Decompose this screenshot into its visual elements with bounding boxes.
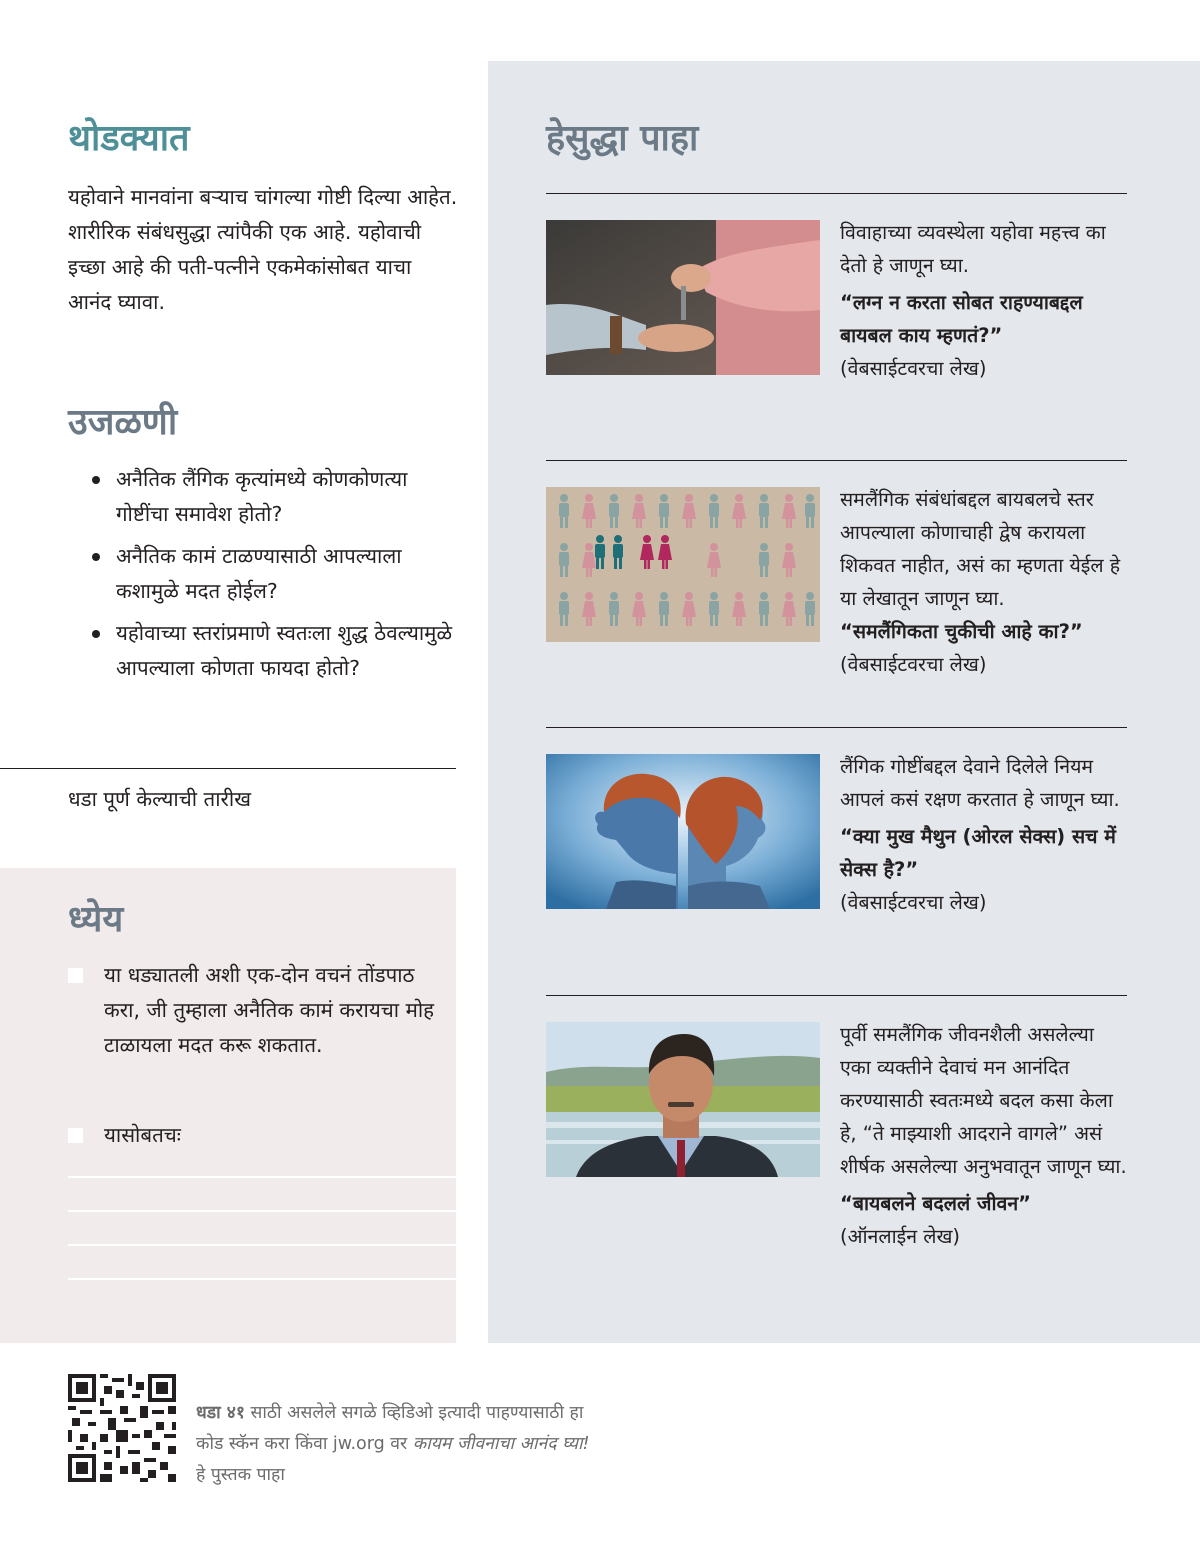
divider [546, 995, 1127, 996]
see-also-item [840, 1018, 1130, 1253]
item-title[interactable]: “समलैंगिकता चुकीची आहे का?” [840, 620, 1083, 643]
divider [546, 193, 1127, 194]
list-item: अनैतिक लैंगिक कृत्यांमध्ये कोणकोणत्या गोष्टींचा समावेश होतो? [90, 462, 460, 532]
item-title[interactable]: “लग्न न करता सोबत राहण्याबद्दल बायबल काय म्हणतं?” [840, 291, 1083, 347]
divider [546, 727, 1127, 728]
bullet-icon [92, 553, 100, 561]
summary-text: यहोवाने मानवांना बऱ्याच चांगल्या गोष्टी दिल्या आहेत. शारीरिक संबंधसुद्धा त्यांपैकी एक आहे. यहोवाची इच्छा आहे की पती-पत्नीने एकमेकांसोबत याचा आनंद घ्यावा. [68, 185, 458, 314]
item-description: विवाहाच्या व्यवस्थेला यहोवा महत्त्व का देतो हे जाणून घ्या. [840, 221, 1106, 277]
item-source: (वेबसाईटवरचा लेख) [840, 653, 987, 676]
goal-text: यासोबतचः [104, 1123, 181, 1147]
goal-item [68, 1118, 438, 1153]
divider [546, 460, 1127, 461]
writing-line[interactable] [68, 1210, 456, 1212]
item-source: (ऑनलाईन लेख) [840, 1225, 961, 1248]
see-also-heading: हेसुद्धा पाहा [546, 118, 699, 159]
item-source: (वेबसाईटवरचा लेख) [840, 891, 987, 914]
book-title[interactable]: कायम जीवनाचा आनंद घ्या! [412, 1434, 590, 1454]
see-also-item [840, 216, 1130, 385]
man-portrait-photo[interactable] [546, 1022, 820, 1177]
review-heading: उजळणी [68, 402, 178, 443]
item-description: समलैंगिक संबंधांबद्दल बायबलचे स्तर आपल्याला कोणाचाही द्वेष करायला शिकवत नाहीत, असं का म्हणता येईल हे या लेखातून जाणून घ्या. [840, 488, 1121, 610]
summary-heading: थोडक्यात [68, 118, 190, 159]
divider [0, 768, 456, 769]
footer-text: धडा ४१ साठी असलेले सगळे व्हिडिओ इत्यादी पाहण्यासाठी हा कोड स्कॅन करा किंवा jw.org वर कायम जीवनाचा आनंद घ्या! हे पुस्तक पाहा [196, 1403, 590, 1485]
qr-code[interactable] [68, 1374, 176, 1482]
goals-heading: ध्येय [68, 899, 124, 940]
checkbox[interactable] [68, 968, 83, 983]
goal-text: या धड्यातली अशी एक-दोन वचनं तोंडपाठ करा, जी तुम्हाला अनैतिक कामं करायचा मोह टाळायला मदत करू शकतात. [104, 963, 435, 1057]
item-description: लैंगिक गोष्टींबद्दल देवाने दिलेले नियम आपलं कसं रक्षण करतात हे जाणून घ्या. [840, 755, 1120, 811]
bullet-icon [92, 476, 100, 484]
item-title[interactable]: “क्या मुख मैथुन (ओरल सेक्स) सच में सेक्स है?” [840, 825, 1116, 881]
see-also-item [840, 750, 1130, 919]
person-figures-pattern-photo[interactable] [546, 487, 820, 642]
writing-line[interactable] [68, 1176, 456, 1178]
completion-date-label: धडा पूर्ण केल्याची तारीख [68, 787, 251, 811]
checkbox[interactable] [68, 1128, 83, 1143]
writing-line[interactable] [68, 1244, 456, 1246]
item-source: (वेबसाईटवरचा लेख) [840, 357, 987, 380]
item-description: पूर्वी समलैंगिक जीवनशैली असलेल्या एका व्यक्तीने देवाचं मन आनंदित करण्यासाठी स्वतःमध्ये बदल कसा केला हे, “ते माझ्याशी आदराने वागले” असं शीर्षक असलेल्या अनुभवातून जाणून घ्या. [840, 1023, 1127, 1178]
see-also-item [840, 483, 1130, 681]
item-title[interactable]: “बायबलने बदललं जीवन” [840, 1192, 1031, 1215]
list-item: यहोवाच्या स्तरांप्रमाणे स्वतःला शुद्ध ठेवल्यामुळे आपल्याला कोणता फायदा होतो? [90, 616, 460, 686]
bullet-icon [92, 630, 100, 638]
hands-passing-keys-photo[interactable] [546, 220, 820, 375]
footer-lesson: धडा ४१ [196, 1403, 245, 1423]
writing-line[interactable] [68, 1278, 456, 1280]
goal-item [68, 958, 438, 1063]
review-list [90, 462, 460, 693]
list-item: अनैतिक कामं टाळण्यासाठी आपल्याला कशामुळे मदत होईल? [90, 539, 460, 609]
man-woman-profiles-illustration[interactable] [546, 754, 820, 909]
